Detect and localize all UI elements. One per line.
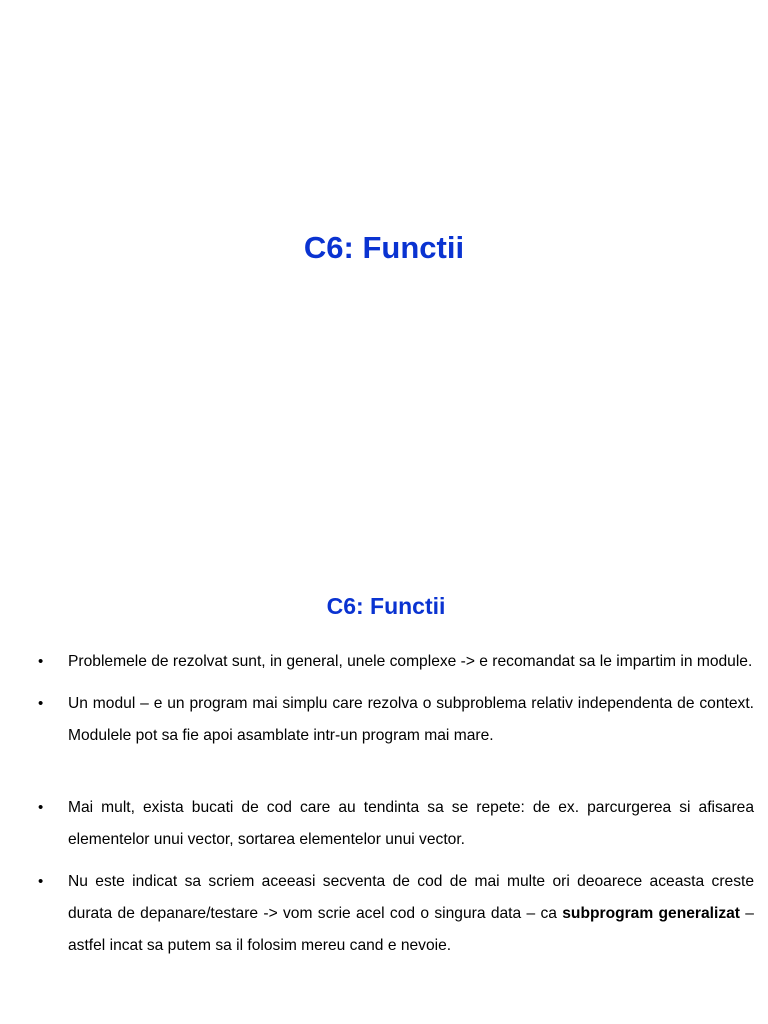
bullet-icon: • bbox=[38, 799, 44, 816]
slide-title: C6: Functii bbox=[303, 230, 465, 265]
bullet-icon: • bbox=[38, 653, 44, 670]
bullet-item bbox=[38, 792, 754, 856]
bullet-bold-text: subprogram generalizat bbox=[562, 905, 740, 922]
bullet-icon: • bbox=[38, 873, 44, 890]
bullet-text: Problemele de rezolvat sunt, in general, unele complexe -> e recomandat sa le impartim in module. bbox=[68, 653, 753, 670]
bullet-item bbox=[38, 688, 754, 752]
bullet-item bbox=[38, 646, 754, 678]
bullet-text: Mai mult, exista bucati de cod care au tendinta sa se repete: de ex. parcurgerea si afisarea elementelor unui vector, sortarea elementelor unui vector. bbox=[68, 799, 754, 848]
bullet-icon: • bbox=[38, 695, 44, 712]
bullet-list bbox=[38, 646, 754, 972]
bullet-text: – astfel incat sa putem sa il folosim mereu cand e nevoie. bbox=[68, 905, 754, 954]
content-slide bbox=[0, 512, 768, 1024]
bullet-text: Un modul – e un program mai simplu care rezolva o subproblema relativ independenta de context. Modulele pot sa fie apoi asamblate intr-un program mai mare. bbox=[68, 695, 754, 744]
bullet-item bbox=[38, 866, 754, 962]
slide-title: C6: Functii bbox=[326, 593, 446, 619]
bullet-text: Nu este indicat sa scriem aceeasi secventa de cod de mai multe ori deoarece aceasta creste durata de depanare/testare -> vom scrie acel cod o singura data – ca bbox=[68, 873, 754, 922]
